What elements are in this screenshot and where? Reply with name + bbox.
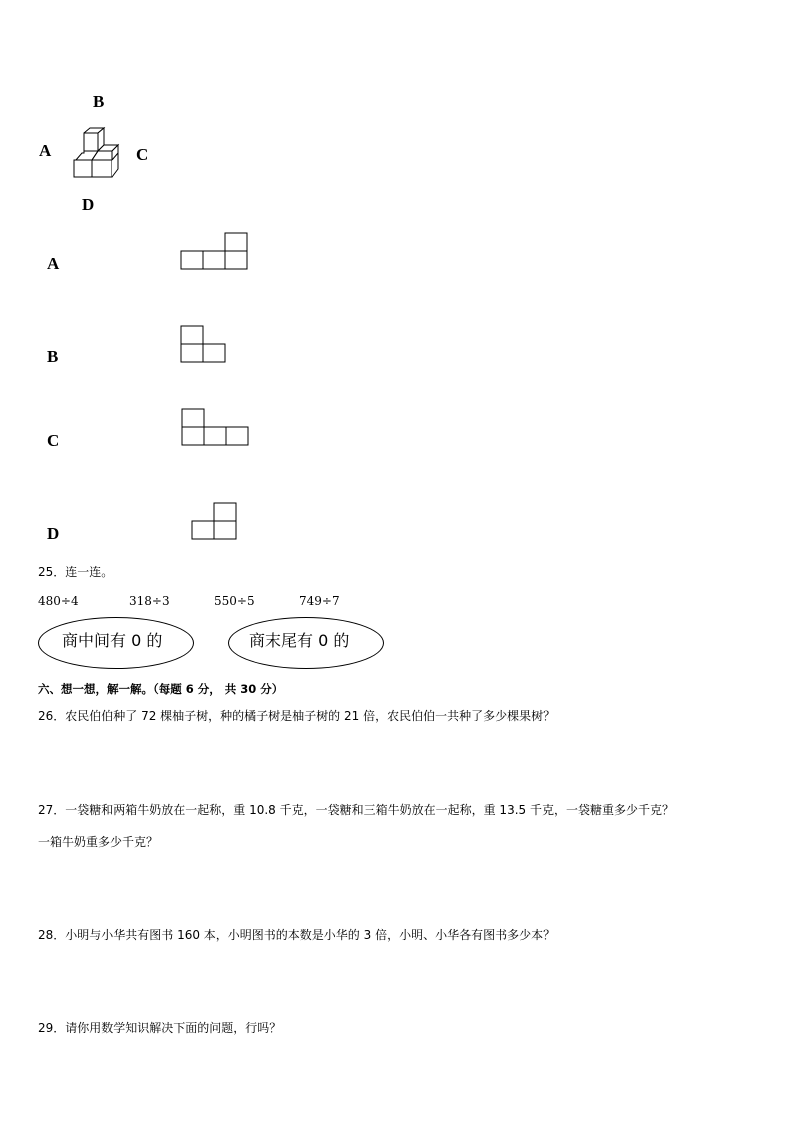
q29-text: 29．请你用数学知识解决下面的问题，行吗？ — [38, 1021, 282, 1035]
option-d-label: D — [47, 524, 60, 543]
option-b-label: B — [47, 347, 59, 366]
view-label-bottom: D — [82, 195, 95, 214]
view-label-right: C — [136, 145, 149, 164]
q26-text: 26．农民伯伯种了 72 棵柚子树，种的橘子树是柚子树的 21 倍，农民伯伯一共种了多少棵果树？ — [38, 709, 556, 723]
q25-expression-2: 318÷3 — [129, 594, 170, 608]
q28-text: 28．小明与小华共有图书 160 本，小明图书的本数是小华的 3 倍，小明、小华各有图书多少本？ — [38, 928, 556, 942]
option-b-shape — [180, 325, 230, 365]
option-a-label: A — [47, 254, 60, 273]
view-label-left: A — [39, 141, 52, 160]
option-d-shape — [191, 502, 241, 542]
option-a-shape — [180, 232, 250, 272]
option-c-label: C — [47, 431, 60, 450]
cube-stack-figure — [72, 127, 122, 179]
q25-oval-middle-zero-text: 商中间有 0 的 — [62, 631, 163, 650]
option-c-shape — [181, 408, 253, 448]
q27-text-line1: 27．一袋糖和两箱牛奶放在一起称，重 10.8 千克，一袋糖和三箱牛奶放在一起称，重 13.5 千克，一袋糖重多少千克？ — [38, 803, 674, 817]
q25-expression-3: 550÷5 — [214, 594, 255, 608]
q25-expression-1: 480÷4 — [38, 594, 79, 608]
q25-oval-end-zero-text: 商末尾有 0 的 — [249, 631, 350, 650]
view-label-top: B — [93, 92, 105, 111]
section-6-heading: 六、想一想，解一解。（每题 6 分， 共 30 分） — [38, 682, 284, 696]
q25-expression-4: 749÷7 — [299, 594, 340, 608]
q27-text-line2: 一箱牛奶重多少千克？ — [38, 835, 159, 849]
q25-title: 25．连一连。 — [38, 565, 114, 579]
